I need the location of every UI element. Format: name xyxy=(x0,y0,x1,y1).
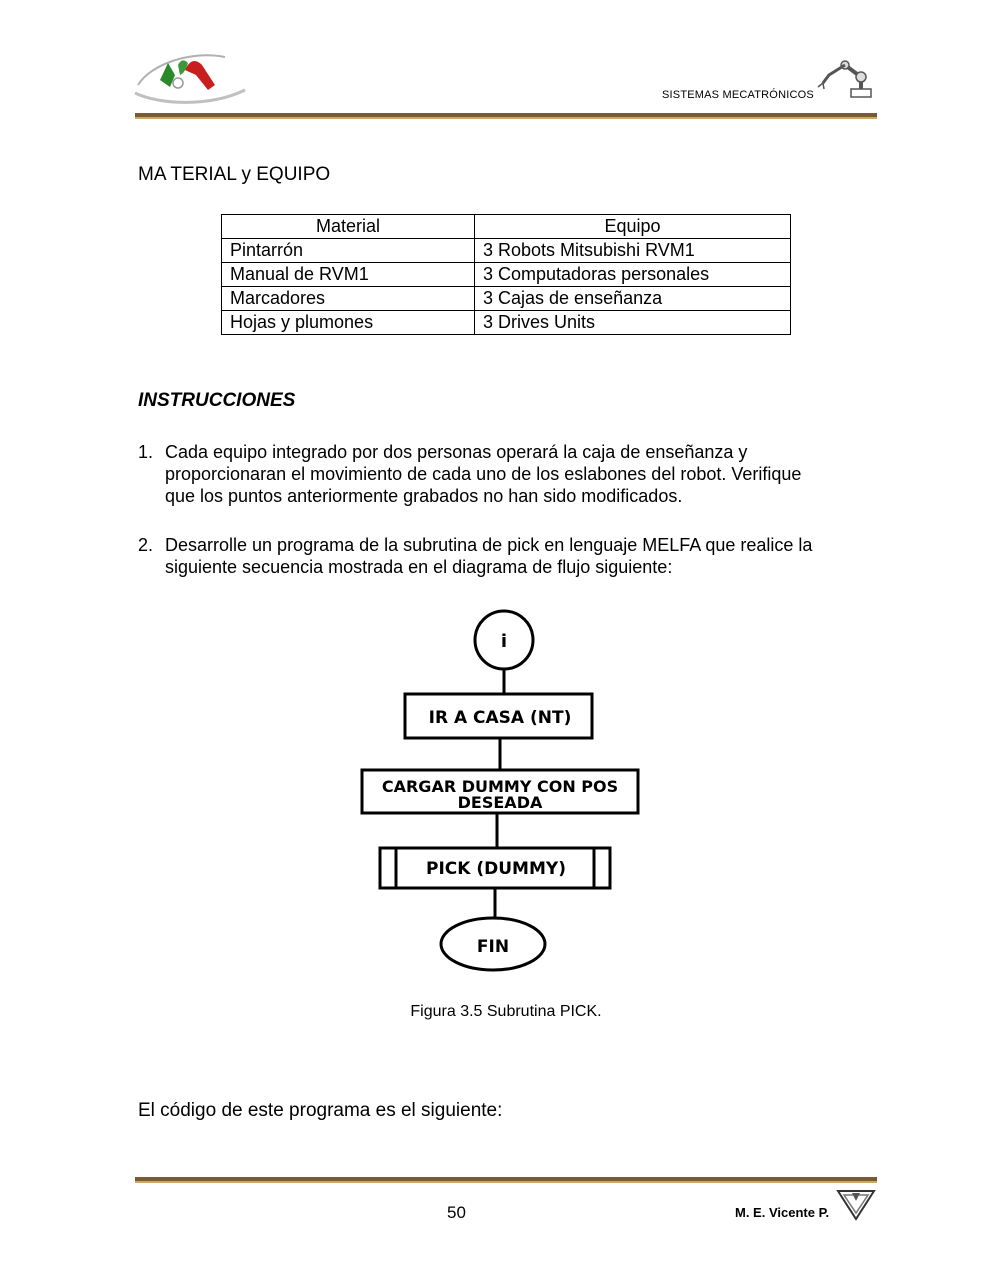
flowchart-step1-label: IR A CASA (NT) xyxy=(428,708,572,728)
column-header: Equipo xyxy=(475,215,791,239)
section-title: MA TERIAL y EQUIPO xyxy=(138,164,331,185)
list-item-line: que los puntos anteriormente grabados no han sido modificados. xyxy=(165,486,683,506)
flowchart-step3-label: PICK (DUMMY) xyxy=(426,859,566,879)
flowchart-start-label: i xyxy=(500,631,508,652)
page-number: 50 xyxy=(447,1203,466,1222)
list-item-line: siguiente secuencia mostrada en el diagrama de flujo siguiente: xyxy=(165,557,673,577)
list-item-number: 2. xyxy=(138,535,154,555)
table-cell: Pintarrón xyxy=(222,239,475,263)
table-cell: Hojas y plumones xyxy=(222,311,475,335)
code-intro: El código de este programa es el siguiente: xyxy=(138,1100,503,1121)
table-cell: 3 Drives Units xyxy=(475,311,791,335)
header-title: SISTEMAS MECATRÓNICOS xyxy=(662,89,814,101)
flowchart-end-label: FIN xyxy=(476,937,510,957)
instructions-heading: INSTRUCCIONES xyxy=(138,390,296,411)
list-item-number: 1. xyxy=(138,442,154,462)
table-cell: 3 Computadoras personales xyxy=(475,263,791,287)
flowchart-step2-label-line1: CARGAR DUMMY CON POS xyxy=(381,777,619,796)
table-cell: Manual de RVM1 xyxy=(222,263,475,287)
author-name: M. E. Vicente P. xyxy=(735,1205,830,1220)
author-emblem-icon xyxy=(836,1187,876,1221)
list-item-line: proporcionaran el movimiento de cada uno de los eslabones del robot. Verifique xyxy=(165,464,802,484)
list-item-line: Desarrolle un programa de la subrutina de pick en lenguaje MELFA que realice la xyxy=(165,535,813,555)
table-cell: 3 Cajas de enseñanza xyxy=(475,287,791,311)
table-cell: 3 Robots Mitsubishi RVM1 xyxy=(475,239,791,263)
column-header: Material xyxy=(222,215,475,239)
flowchart-step2-label-line2: DESEADA xyxy=(457,793,543,812)
footer-rule xyxy=(135,1177,877,1183)
list-item-line: Cada equipo integrado por dos personas operará la caja de enseñanza y xyxy=(165,442,748,462)
table-cell: Marcadores xyxy=(222,287,475,311)
figure-caption: Figura 3.5 Subrutina PICK. xyxy=(410,1003,602,1020)
